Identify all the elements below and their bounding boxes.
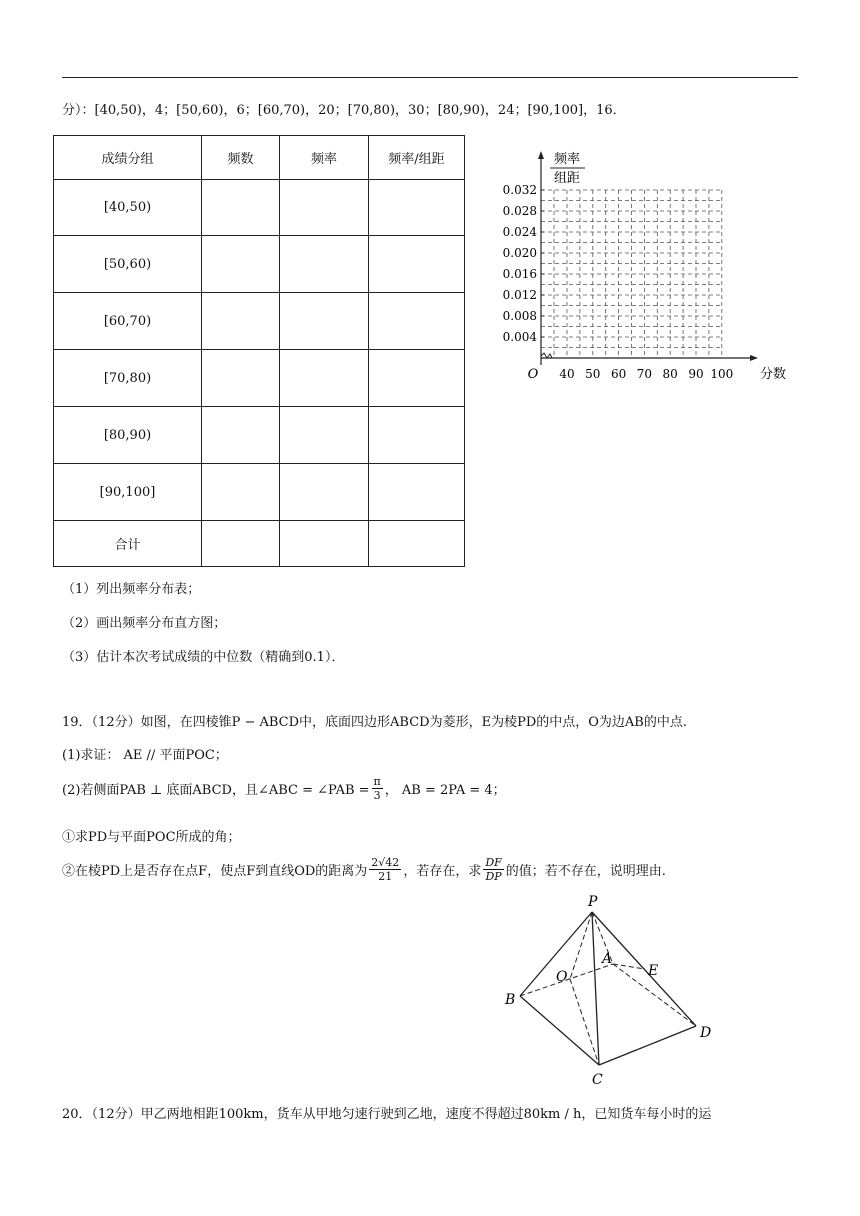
- q18-part2: （2）画出频率分布直方图；: [62, 616, 227, 631]
- empty-cell: [202, 521, 280, 567]
- fraction-numerator: 2√42: [371, 856, 400, 869]
- q19-part2: [62, 775, 506, 802]
- label-E: E: [648, 963, 659, 979]
- edge-BC: [520, 996, 599, 1065]
- histogram-grid-chart: [490, 143, 790, 388]
- table-row: [54, 293, 465, 350]
- q18-part1: （1）列出频率分布表；: [62, 582, 201, 597]
- q18-part3: （3）估计本次考试成绩的中位数（精确到0.1）．: [62, 650, 345, 665]
- empty-cell: [202, 293, 280, 350]
- fraction-numerator: π: [373, 775, 381, 788]
- empty-cell: [280, 407, 369, 464]
- y-tick-label: 0.012: [502, 288, 537, 302]
- y-tick-label: 0.032: [502, 183, 537, 197]
- empty-cell: [280, 236, 369, 293]
- ylabel-bottom: 组距: [553, 171, 581, 186]
- empty-cell: [202, 350, 280, 407]
- chart-yticks: [503, 183, 544, 344]
- empty-cell: [280, 180, 369, 236]
- q19-part4: [62, 856, 666, 883]
- table-row: [54, 407, 465, 464]
- y-tick-label: 0.020: [502, 246, 537, 260]
- group-cell: [80,90): [54, 407, 202, 464]
- label-P: P: [588, 894, 598, 910]
- empty-cell: [202, 236, 280, 293]
- empty-cell: [369, 407, 465, 464]
- ylabel-top: 频率: [553, 152, 581, 167]
- table-row: [54, 180, 465, 236]
- y-tick-label: 0.004: [502, 330, 537, 344]
- x-tick-label: 40: [559, 367, 575, 381]
- x-tick-label: 70: [636, 367, 653, 381]
- q19-part2-pre: (2)若侧面PAB ⊥ 底面ABCD，且∠ABC = ∠PAB =: [62, 783, 370, 798]
- label-A: A: [602, 951, 613, 967]
- table-row: [54, 350, 465, 407]
- fraction-denominator: 21: [378, 870, 393, 883]
- label-C: C: [592, 1072, 603, 1088]
- x-axis-arrow: [750, 355, 758, 361]
- y-tick-label: 0.008: [502, 309, 537, 323]
- q19-part4-post: 的值；若不存在，说明理由.: [505, 864, 666, 879]
- x-tick-label: 50: [585, 367, 601, 381]
- label-B: B: [505, 992, 516, 1008]
- q19-stem: 19．（12分）如图，在四棱锥P − ABCD中，底面四边形ABCD为菱形，E为棱PD的中点，O为边AB的中点.: [62, 715, 687, 730]
- empty-cell: [369, 236, 465, 293]
- fraction-denominator: DP: [485, 870, 502, 883]
- empty-cell: [202, 464, 280, 521]
- header-cell: 频率: [280, 136, 369, 180]
- chart-grid: [541, 190, 722, 358]
- q20-stem: 20．（12分）甲乙两地相距100km，货车从甲地匀速行驶到乙地，速度不得超过80km / h，已知货车每小时的运: [62, 1107, 712, 1122]
- edge-CD: [599, 1026, 696, 1065]
- header-cell: 频率/组距: [369, 136, 465, 180]
- y-tick-label: 0.024: [502, 225, 537, 239]
- fraction-numerator: DF: [485, 856, 502, 869]
- q19-part1: (1)求证： AE // 平面POC；: [62, 748, 228, 763]
- y-tick-label: 0.028: [502, 204, 537, 218]
- axis-break: [541, 353, 552, 358]
- group-cell: [70,80): [54, 350, 202, 407]
- empty-cell: [280, 350, 369, 407]
- table-total-row: [54, 521, 465, 567]
- empty-cell: [280, 521, 369, 567]
- empty-cell: [369, 521, 465, 567]
- label-O: O: [556, 969, 568, 985]
- empty-cell: [369, 350, 465, 407]
- header-cell: 成绩分组: [54, 136, 202, 180]
- empty-cell: [369, 293, 465, 350]
- empty-cell: [202, 407, 280, 464]
- fraction-denominator: 3: [373, 789, 381, 802]
- pi-over-3-fraction: [372, 775, 383, 802]
- x-tick-label: 100: [710, 367, 734, 381]
- edge-PD: [592, 912, 696, 1026]
- empty-cell: [369, 464, 465, 521]
- header-cell: 频数: [202, 136, 280, 180]
- table-header-row: [54, 136, 465, 180]
- x-tick-label: 90: [688, 367, 704, 381]
- y-axis-arrow: [538, 151, 544, 159]
- group-cell: [40,50): [54, 180, 202, 236]
- group-cell: [50,60): [54, 236, 202, 293]
- df-dp-fraction: [483, 856, 503, 883]
- table-row: [54, 236, 465, 293]
- q19-part3: ①求PD与平面POC所成的角；: [62, 830, 241, 845]
- empty-cell: [202, 180, 280, 236]
- empty-cell: [280, 464, 369, 521]
- q19-part4-pre: ②在棱PD上是否存在点F，使点F到直线OD的距离为: [62, 864, 368, 879]
- y-tick-label: 0.016: [502, 267, 537, 281]
- group-cell: [90,100]: [54, 464, 202, 521]
- table-row: [54, 464, 465, 521]
- segment-PO: [570, 912, 592, 979]
- header-rule: [62, 77, 798, 78]
- distance-fraction: [369, 856, 401, 883]
- q19-part2-post: ， AB = 2PA = 4；: [384, 783, 506, 798]
- chart-xticks: [559, 367, 733, 381]
- q19-part4-mid: ，若存在，求: [403, 864, 482, 879]
- xlabel: 分数: [759, 367, 787, 382]
- x-tick-label: 80: [662, 367, 678, 381]
- group-cell: [60,70): [54, 293, 202, 350]
- pyramid-figure: [500, 890, 730, 1090]
- intro-line: 分）：[40,50)，4；[50,60)，6；[60,70)，20；[70,80)，30；[80,90)，24；[90,100]，16．: [62, 103, 626, 118]
- edge-PC: [592, 912, 599, 1065]
- frequency-table: [53, 135, 465, 567]
- total-cell: 合计: [54, 521, 202, 567]
- x-tick-label: 60: [610, 367, 627, 381]
- empty-cell: [280, 293, 369, 350]
- origin-label: O: [527, 367, 539, 382]
- label-D: D: [700, 1025, 712, 1041]
- empty-cell: [369, 180, 465, 236]
